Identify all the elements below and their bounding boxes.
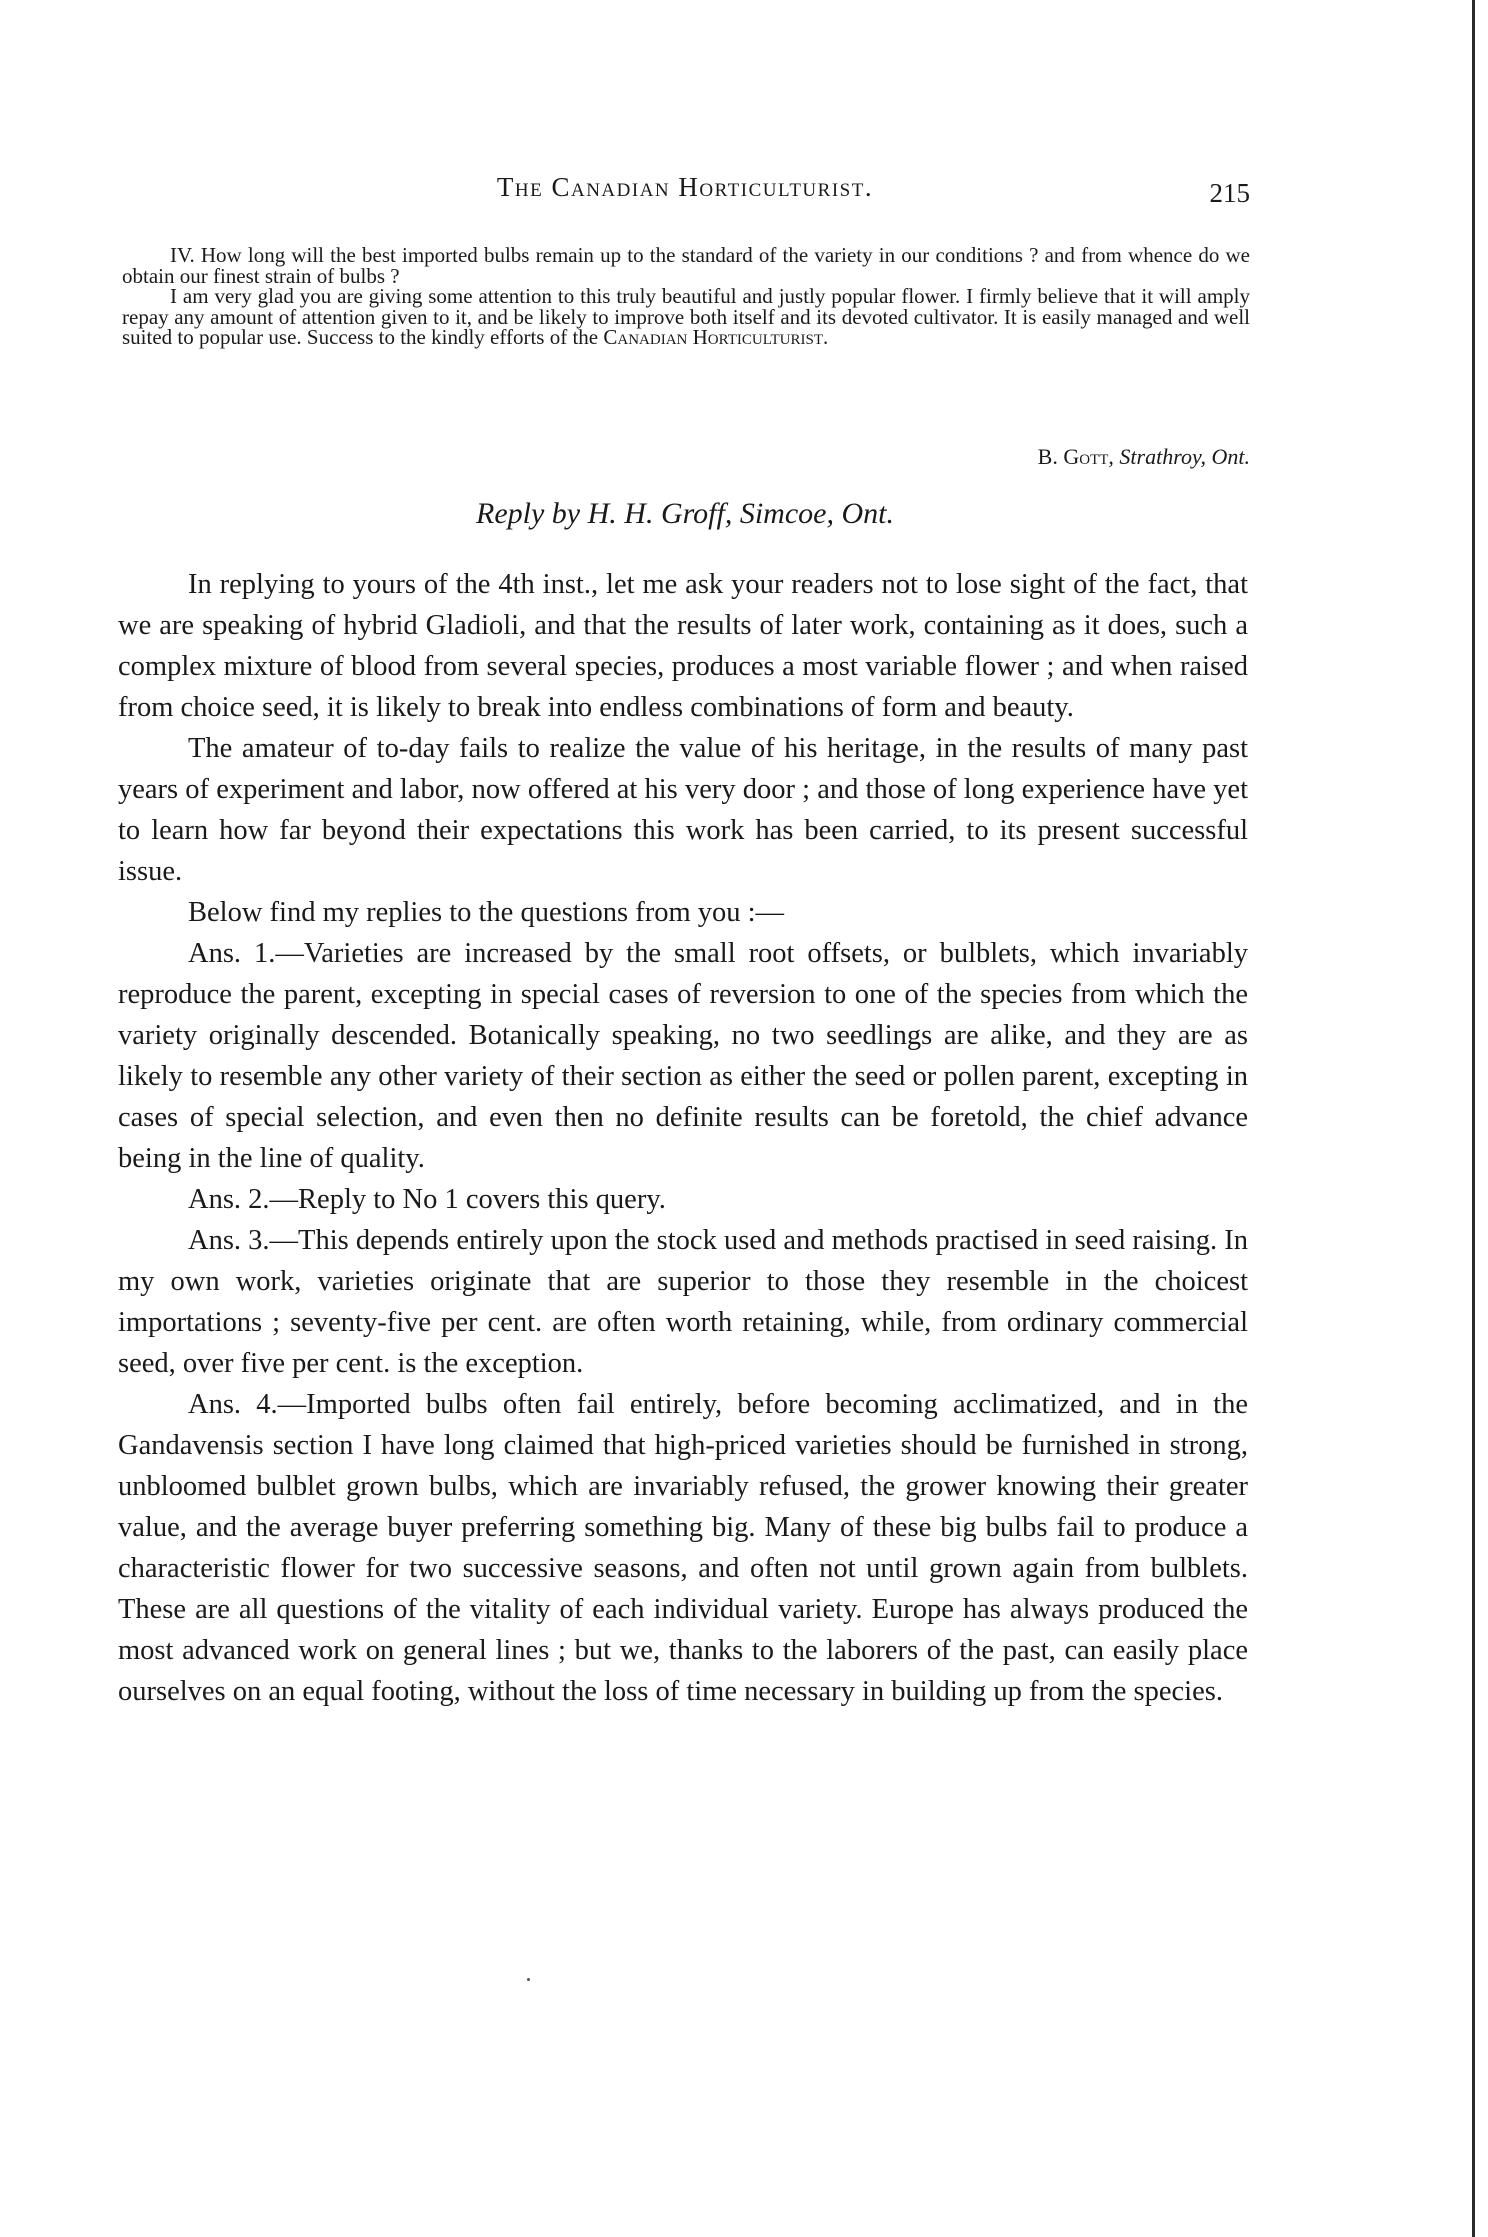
reply-paragraph: Ans. 4.—Imported bulbs often fail entirely, before becoming acclimatized, and in the Gandavensis section I have long claimed that high-priced varieties should be furnished in strong, unbloomed bulblet grown bulbs, which are invariably refused, the grower knowing their greater value, and the average buyer preferring something big. Many of these big bulbs fail to produce a characteristic flower for two successive seasons, and often not until grown again from bulblets. These are all questions of the vitality of each individual variety. Europe has always produced the most advanced work on general lines ; but we, thanks to the laborers of the past, can easily place ourselves on an equal footing, without the loss of time necessary in building up from the species. bbox=[118, 1389, 1248, 1707]
running-head bbox=[120, 172, 1250, 212]
letter-paragraph: IV. How long will the best imported bulbs remain up to the standard of the variety in our conditions ? and from whence do we obtain our finest strain of bulbs ? bbox=[122, 243, 1250, 288]
journal-name: Canadian Horticulturist bbox=[603, 325, 823, 349]
reply-paragraph: Ans. 1.—Varieties are increased by the small root offsets, or bulblets, which invariably reproduce the parent, excepting in special cases of reversion to one of the species from which the variety originally descended. Botanically speaking, no two seedlings are alike, and they are as likely to resemble any other variety of their section as either the seed or pollen parent, excepting in cases of special selection, and even then no definite results can be foretold, the chief advance being in the line of quality. bbox=[118, 938, 1248, 1174]
stray-ink-mark bbox=[527, 1978, 530, 1981]
reply-heading: Reply by H. H. Groff, Simcoe, Ont. bbox=[476, 497, 894, 530]
signature-place: Strathroy, Ont. bbox=[1119, 444, 1250, 469]
running-title: The Canadian Horticulturist. bbox=[496, 172, 874, 202]
reply-paragraph: Ans. 2.—Reply to No 1 covers this query. bbox=[188, 1184, 666, 1215]
letter-paragraph-end: . bbox=[823, 325, 829, 349]
reply-paragraph: In replying to yours of the 4th inst., let me ask your readers not to lose sight of the fact, that we are speaking of hybrid Gladioli, and that the results of later work, containing as it does, such a complex mixture of blood from several species, produces a most variable flower ; and when raised from choice seed, it is likely to break into endless combinations of form and beauty. bbox=[118, 569, 1248, 723]
letter-excerpt bbox=[122, 245, 1250, 348]
letter-paragraph bbox=[122, 286, 1250, 348]
page-number: 215 bbox=[1209, 178, 1250, 208]
reply-paragraph: Below find my replies to the questions from you :— bbox=[188, 897, 785, 928]
reply-paragraph: The amateur of to-day fails to realize the value of his heritage, in the results of many past years of experiment and labor, now offered at his very door ; and those of long experience have yet to learn how far beyond their expectations this work has been carried, to its present successful issue. bbox=[118, 733, 1248, 887]
reply-paragraph: Ans. 3.—This depends entirely upon the stock used and methods practised in seed raising. In my own work, varieties originate that are superior to those they resemble in the choicest importations ; seventy-five per cent. are often worth retaining, while, from ordinary commercial seed, over five per cent. is the exception. bbox=[118, 1225, 1248, 1379]
page-edge-rule bbox=[1472, 0, 1475, 2237]
reply-body bbox=[118, 564, 1248, 1712]
letter-signature bbox=[1038, 444, 1250, 470]
letter-paragraph-text: I am very glad you are giving some attention to this truly beautiful and justly popular flower. I firmly believe that it will amply repay any amount of attention given to it, and be likely to improve both itself and its devoted cultivator. It is easily managed and well suited to popular use. Success to the kindly efforts of the bbox=[122, 284, 1250, 349]
signature-name: B. Gott, bbox=[1037, 444, 1114, 469]
